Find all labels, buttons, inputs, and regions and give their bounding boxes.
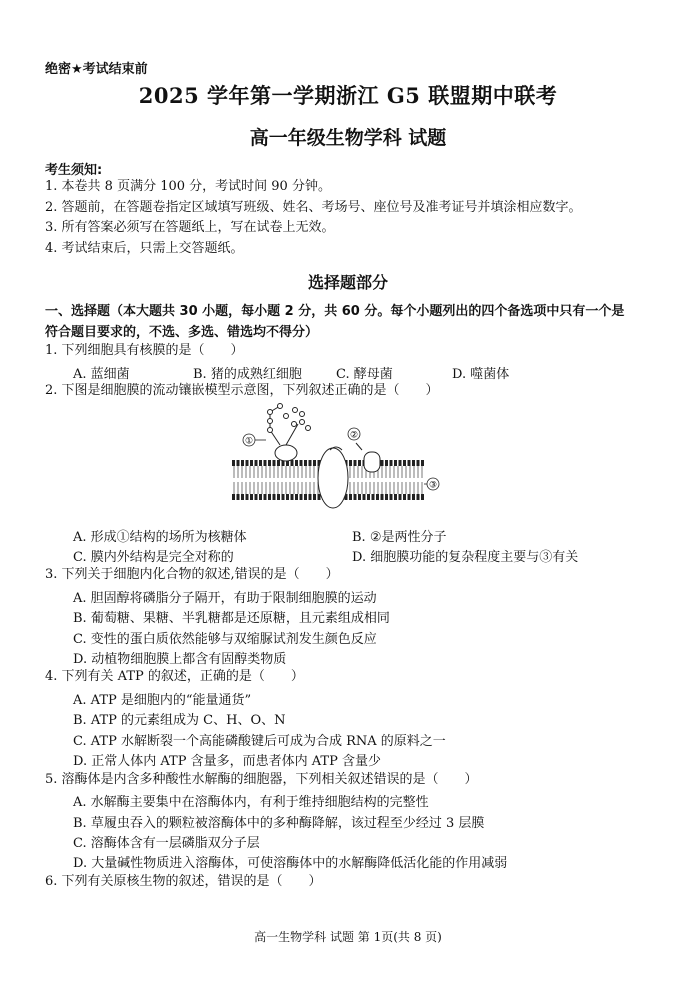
question-2-option-a: A. 形成①结构的场所为核糖体 (73, 530, 247, 545)
section-title: 选择题部分 (307, 273, 388, 292)
question-5-option-b: B. 草履虫吞入的颗粒被溶酶体中的多种酶降解，该过程至少经过 3 层膜 (73, 816, 485, 831)
question-5-option-a: A. 水解酶主要集中在溶酶体内，有利于维持细胞结构的完整性 (73, 795, 429, 810)
question-5-option-c: C. 溶酶体含有一层磷脂双分子层 (73, 836, 260, 851)
question-1-option-b: B. 猪的成熟红细胞 (193, 367, 302, 382)
question-3-option-c: C. 变性的蛋白质依然能够与双缩脲试剂发生颜色反应 (73, 632, 377, 647)
notice-item: 2. 答题前，在答题卷指定区域填写班级、姓名、考场号、座位号及准考证号并填涂相应数字。 (45, 200, 582, 215)
exam-subtitle: 高一年级生物学科 试题 (249, 127, 447, 149)
question-2-option-b: B. ②是两性分子 (352, 530, 447, 545)
question-4-option-c: C. ATP 水解断裂一个高能磷酸键后可成为合成 RNA 的原料之一 (73, 734, 446, 749)
question-2-stem: 2. 下图是细胞膜的流动镶嵌模型示意图，下列叙述正确的是（ ） (45, 383, 439, 398)
notice-item: 4. 考试结束后，只需上交答题纸。 (45, 241, 244, 256)
peripheral-protein (356, 443, 380, 472)
question-3-option-b: B. 葡萄糖、果糖、半乳糖都是还原糖，且元素组成相同 (73, 611, 390, 626)
notice-item: 1. 本卷共 8 页满分 100 分，考试时间 90 分钟。 (45, 179, 331, 194)
glycoprotein (268, 404, 311, 462)
label-3: ③ (428, 480, 438, 491)
question-1-option-c: C. 酵母菌 (336, 367, 393, 382)
question-4-option-b: B. ATP 的元素组成为 C、H、O、N (73, 713, 286, 728)
question-1-option-a: A. 蓝细菌 (73, 367, 130, 382)
question-3-option-d: D. 动植物细胞膜上都含有固醇类物质 (73, 652, 287, 667)
notice-heading: 考生须知: (45, 163, 103, 178)
question-6-stem: 6. 下列有关原核生物的叙述，错误的是（ ） (45, 874, 322, 889)
question-5-option-d: D. 大量碱性物质进入溶酶体，可使溶酶体中的水解酶降低活化能的作用减弱 (73, 856, 508, 871)
confidential-label: 绝密★考试结束前 (45, 62, 148, 77)
part-heading-line2: 符合题目要求的，不选、多选、错选均不得分） (45, 325, 319, 340)
transmembrane-protein (318, 447, 348, 508)
question-1-option-d: D. 噬菌体 (452, 367, 510, 382)
page-footer: 高一生物学科 试题 第 1页(共 8 页) (254, 930, 442, 944)
question-5-stem: 5. 溶酶体是内含多种酸性水解酶的细胞器，下列相关叙述错误的是（ ） (45, 772, 478, 787)
exam-title: 2025 学年第一学期浙江 G5 联盟期中联考 (138, 83, 558, 108)
question-4-option-a: A. ATP 是细胞内的“能量通货” (73, 693, 252, 708)
question-2-option-c: C. 膜内外结构是完全对称的 (73, 550, 234, 565)
part-heading-line1: 一、选择题（本大题共 30 小题，每小题 2 分，共 60 分。每个小题列出的四个备选项中只有一个是 (45, 304, 625, 319)
question-4-stem: 4. 下列有关 ATP 的叙述，正确的是（ ） (45, 669, 304, 684)
notice-item: 3. 所有答案必须写在答题纸上，写在试卷上无效。 (45, 220, 335, 235)
question-2-option-d: D. 细胞膜功能的复杂程度主要与③有关 (352, 550, 579, 565)
question-3-stem: 3. 下列关于细胞内化合物的叙述,错误的是（ ） (45, 567, 339, 582)
question-3-option-a: A. 胆固醇将磷脂分子隔开，有助于限制细胞膜的运动 (73, 591, 377, 606)
cell-membrane-diagram (228, 400, 450, 512)
question-4-option-d: D. 正常人体内 ATP 含量多，而患者体内 ATP 含量少 (73, 754, 381, 769)
label-2: ② (349, 430, 359, 441)
question-1-stem: 1. 下列细胞具有核膜的是（ ） (45, 343, 244, 358)
label-1: ① (244, 436, 254, 447)
